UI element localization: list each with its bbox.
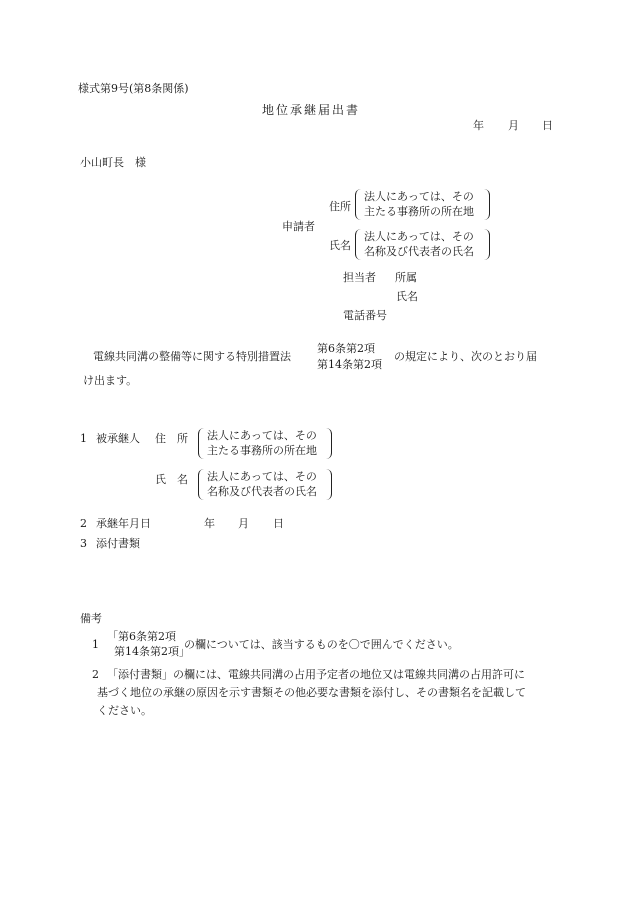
date-year: 年 [473,119,484,132]
item1-address-line2: 主たる事務所の所在地 [207,444,317,457]
date-day: 日 [542,119,553,132]
note1-number: 1 [92,638,99,651]
item1-number: 1 [80,432,87,445]
note2-line3: ください。 [97,704,152,717]
item1-address-label: 住 所 [155,432,188,445]
applicant-address-note-line1: 法人にあっては、その [364,190,474,203]
item3-label: 添付書類 [96,537,140,550]
note1-bracket-line2: 第14条第2項」 [114,645,190,658]
date-month: 月 [508,119,519,132]
statement-continuation: け出ます。 [83,374,138,387]
note2-line2: 基づく地位の承継の原因を示す書類その他必要な書類を添付し、その書類名を記載して [97,686,526,699]
page-title: 地位承継届出書 [262,103,361,117]
applicant-address-note-line2: 主たる事務所の所在地 [364,205,474,218]
applicant-name-note-line2: 名称及び代表者の氏名 [364,245,474,258]
addressee: 小山町長 様 [80,156,146,169]
statement-article-option-2: 第14条第2項 [317,358,382,371]
note2-number: 2 [92,668,99,681]
applicant-label: 申請者 [282,220,315,233]
item2-label: 承継年月日 [96,517,151,530]
item1-name-label: 氏 名 [155,473,188,486]
applicant-name-note-line1: 法人にあっては、その [364,230,474,243]
item1-address-brackets [198,428,332,459]
applicant-name-label: 氏名 [329,239,351,252]
item2-day: 日 [273,517,284,530]
item1-address-line1: 法人にあっては、その [207,429,317,442]
item1-name-line2: 名称及び代表者の氏名 [207,485,317,498]
applicant-address-brackets [355,189,490,220]
item2-number: 2 [80,517,87,530]
item2-month: 月 [238,517,249,530]
item1-name-line1: 法人にあっては、その [207,470,317,483]
applicant-address-label: 住所 [329,200,351,213]
contact-label: 担当者 [343,271,376,284]
phone-label: 電話番号 [343,309,387,322]
item3-number: 3 [80,537,87,550]
item2-year: 年 [204,517,215,530]
contact-department: 所属 [395,271,417,284]
form-number: 様式第9号(第8条関係) [78,82,189,95]
notes-heading: 備考 [80,612,102,625]
contact-name: 氏名 [396,290,418,303]
statement-article-option-1: 第6条第2項 [317,342,375,355]
note2-line1: 「添付書類」の欄には、電線共同溝の占用予定者の地位又は電線共同溝の占用許可に [107,668,525,681]
item1-label: 被承継人 [96,432,140,445]
statement-tail: の規定により、次のとおり届 [394,350,537,363]
applicant-name-brackets [355,229,490,260]
note1-bracket-line1: 「第6条第2項 [107,630,176,643]
item1-name-brackets [198,469,332,500]
statement-lead: 電線共同溝の整備等に関する特別措置法 [93,350,291,363]
note1-text: の欄については、該当するものを〇で囲んでください。 [184,638,459,651]
